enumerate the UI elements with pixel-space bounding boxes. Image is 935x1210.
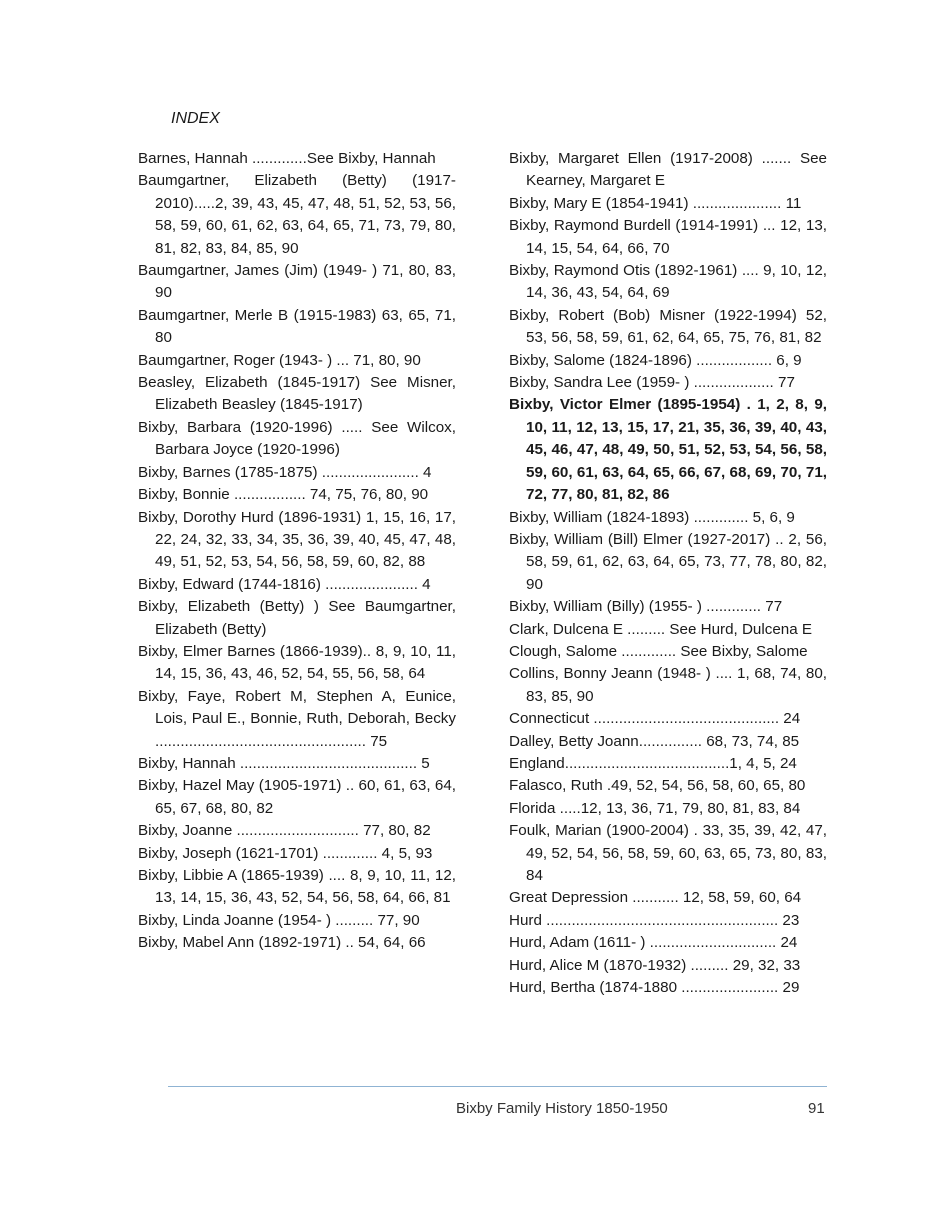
page-title: INDEX bbox=[171, 110, 220, 127]
index-entry: Great Depression ........... 12, 58, 59, 60, 64 bbox=[509, 889, 802, 907]
index-entry: Baumgartner, Roger (1943- ) ... 71, 80, 90 bbox=[138, 351, 421, 369]
index-entry: Bixby, Raymond Burdell (1914-1991) ... 12, 13, 14, 15, 54, 64, 66, 70 bbox=[509, 217, 827, 257]
index-entry: Bixby, Hannah .......................................... 5 bbox=[138, 754, 430, 772]
index-entry: Bixby, Barbara (1920-1996) ..... See Wilcox, Barbara Joyce (1920-1996) bbox=[138, 418, 456, 459]
index-entry: Bixby, Hazel May (1905-1971) .. 60, 61, 63, 64, 65, 67, 68, 80, 82 bbox=[138, 777, 456, 817]
index-entry: Falasco, Ruth .49, 52, 54, 56, 58, 60, 65, 80 bbox=[509, 777, 806, 795]
index-entry: Bixby, Joseph (1621-1701) ............. 4, 5, 93 bbox=[138, 844, 433, 862]
index-entry: Beasley, Elizabeth (1845-1917) See Misner, Elizabeth Beasley (1845-1917) bbox=[138, 374, 456, 414]
index-entry: Hurd, Adam (1611- ) .............................. 24 bbox=[509, 934, 798, 952]
index-entry: Bixby, Mary E (1854-1941) ..................... 11 bbox=[509, 194, 802, 212]
footer-book-title: Bixby Family History 1850-1950 bbox=[456, 1100, 668, 1117]
index-entry: Dalley, Betty Joann............... 68, 73, 74, 85 bbox=[509, 732, 800, 750]
index-entry: Bixby, Dorothy Hurd (1896-1931) 1, 15, 16, 17, 22, 24, 32, 33, 34, 35, 36, 39, 40, 45, 47, 48, 49, 51, 52, 53, 54, 56, 58, 59, 60, 82, 88 bbox=[138, 508, 456, 571]
index-entry: Collins, Bonny Jeann (1948- ) .... 1, 68, 74, 80, 83, 85, 90 bbox=[509, 665, 827, 705]
index-entry: Baumgartner, Merle B (1915-1983) 63, 65, 71, 80 bbox=[138, 306, 456, 347]
index-entry: Bixby, Edward (1744-1816) ...................... 4 bbox=[138, 575, 431, 593]
index-entry: Bixby, Elizabeth (Betty) ) See Baumgartner, Elizabeth (Betty) bbox=[138, 598, 456, 638]
index-entry: Bixby, Linda Joanne (1954- ) ......... 77, 90 bbox=[138, 911, 420, 929]
index-entry: Bixby, Barnes (1785-1875) ....................... 4 bbox=[138, 463, 432, 481]
index-entry: Bixby, Bonnie ................. 74, 75, 76, 80, 90 bbox=[138, 486, 429, 504]
index-entry: Bixby, Faye, Robert M, Stephen A, Eunice, Lois, Paul E., Bonnie, Ruth, Deborah, Becky .................................................. 75 bbox=[138, 687, 456, 750]
index-entry: Baumgartner, James (Jim) (1949- ) 71, 80, 83, 90 bbox=[138, 262, 456, 302]
index-entry: Foulk, Marian (1900-2004) . 33, 35, 39, 42, 47, 49, 52, 54, 56, 58, 59, 60, 63, 65, 73, 80, 83, 84 bbox=[509, 822, 827, 884]
footer-page-number: 91 bbox=[808, 1100, 825, 1117]
index-entry: Clough, Salome ............. See Bixby, Salome bbox=[509, 642, 808, 660]
index-entry: Barnes, Hannah .............See Bixby, Hannah bbox=[138, 150, 436, 167]
index-entry: Bixby, Sandra Lee (1959- ) ................... 77 bbox=[509, 374, 795, 392]
index-entry: Bixby, Salome (1824-1896) .................. 6, 9 bbox=[509, 351, 802, 369]
index-entry: Bixby, Joanne ............................. 77, 80, 82 bbox=[138, 822, 431, 840]
index-entry-highlighted: Bixby, Victor Elmer (1895-1954) . 1, 2, 8, 9, 10, 11, 12, 13, 15, 17, 21, 35, 36, 39, 40, 43, 45, 46, 47, 48, 49, 50, 51, 52, 53, 54, 56, 58, 59, 60, 61, 63, 64, 65, 66, 67, 68, 69, 70, 71, 72, 77, 80, 81, 82, 86 bbox=[509, 396, 827, 504]
index-entry: Hurd, Bertha (1874-1880 ....................... 29 bbox=[509, 979, 800, 997]
index-entry: Bixby, Raymond Otis (1892-1961) .... 9, 10, 12, 14, 36, 43, 54, 64, 69 bbox=[509, 262, 827, 302]
index-entry: Bixby, William (1824-1893) ............. 5, 6, 9 bbox=[509, 508, 795, 526]
index-entry: Hurd, Alice M (1870-1932) ......... 29, 32, 33 bbox=[509, 956, 801, 974]
index-entry: Baumgartner, Elizabeth (Betty) (1917-2010).....2, 39, 43, 45, 47, 48, 51, 52, 53, 56, 58, 59, 60, 61, 62, 63, 64, 65, 71, 73, 79, 80, 81, 82, 83, 84, 85, 90 bbox=[138, 172, 456, 257]
index-entry: Bixby, Robert (Bob) Misner (1922-1994) 52, 53, 56, 58, 59, 61, 62, 64, 65, 75, 76, 81, 82 bbox=[509, 306, 827, 347]
index-entry: Bixby, Margaret Ellen (1917-2008) ....... See Kearney, Margaret E bbox=[509, 150, 827, 190]
index-entry: Hurd ....................................................... 23 bbox=[509, 911, 800, 929]
index-entry: England.......................................1, 4, 5, 24 bbox=[509, 754, 797, 772]
index-entry: Bixby, Elmer Barnes (1866-1939).. 8, 9, 10, 11, 14, 15, 36, 43, 46, 52, 54, 55, 56, 58, 64 bbox=[138, 642, 456, 683]
footer-divider bbox=[168, 1086, 827, 1087]
index-column-right bbox=[509, 148, 827, 999]
index-entry: Bixby, William (Billy) (1955- ) ............. 77 bbox=[509, 598, 783, 616]
index-entry: Bixby, William (Bill) Elmer (1927-2017) .. 2, 56, 58, 59, 61, 62, 63, 64, 65, 73, 77, 78, 80, 82, 90 bbox=[509, 530, 827, 593]
index-entry: Clark, Dulcena E ......... See Hurd, Dulcena E bbox=[509, 620, 813, 638]
index-entry: Bixby, Mabel Ann (1892-1971) .. 54, 64, 66 bbox=[138, 934, 426, 952]
index-column-left bbox=[138, 148, 456, 955]
index-entry: Connecticut ............................................ 24 bbox=[509, 710, 801, 728]
index-entry: Bixby, Libbie A (1865-1939) .... 8, 9, 10, 11, 12, 13, 14, 15, 36, 43, 52, 54, 56, 58, 64, 66, 81 bbox=[138, 867, 456, 907]
index-entry: Florida .....12, 13, 36, 71, 79, 80, 81, 83, 84 bbox=[509, 799, 801, 817]
